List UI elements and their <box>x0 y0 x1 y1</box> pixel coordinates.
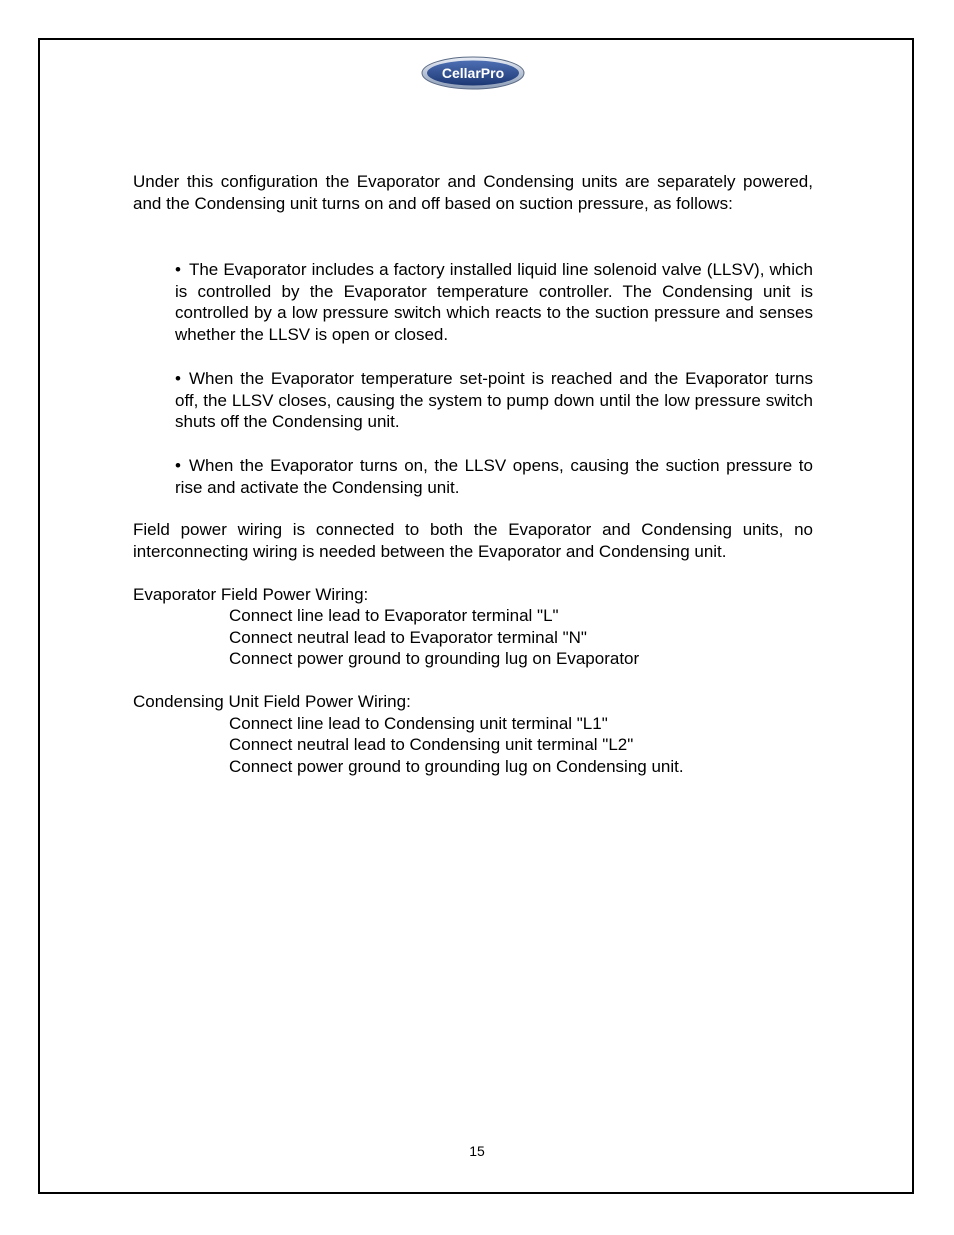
page-number: 15 <box>469 1143 485 1159</box>
condensing-step: Connect line lead to Condensing unit terminal "L1" <box>229 714 608 733</box>
bullet-icon: • <box>175 456 181 475</box>
bullet-text: When the Evaporator temperature set-point is reached and the Evaporator turns off, the LLSV closes, causing the system to pump down until the low pressure switch shuts off the Condensing unit. <box>175 369 813 432</box>
evaporator-step: Connect line lead to Evaporator terminal "L" <box>229 606 559 625</box>
intro-paragraph: Under this configuration the Evaporator and Condensing units are separately powered, and the Condensing unit turns on and off based on suction pressure, as follows: <box>133 172 813 213</box>
cellarpro-logo <box>421 56 525 90</box>
bullet-text: The Evaporator includes a factory installed liquid line solenoid valve (LLSV), which is controlled by the Evaporator temperature controller. The Condensing unit is controlled by a low pressure switch which reacts to the suction pressure and senses whether the LLSV is open or closed. <box>175 260 813 344</box>
bullet-item-3 <box>175 455 813 498</box>
condensing-step: Connect power ground to grounding lug on Condensing unit. <box>229 757 684 776</box>
bullet-text: When the Evaporator turns on, the LLSV opens, causing the suction pressure to rise and activate the Condensing unit. <box>175 456 813 497</box>
bullet-icon: • <box>175 260 181 279</box>
bullet-icon: • <box>175 369 181 388</box>
field-wiring-paragraph: Field power wiring is connected to both the Evaporator and Condensing units, no interconnecting wiring is needed between the Evaporator and Condensing unit. <box>133 520 813 561</box>
condensing-step: Connect neutral lead to Condensing unit terminal "L2" <box>229 735 634 754</box>
condensing-heading: Condensing Unit Field Power Wiring: <box>133 692 411 711</box>
bullet-item-2 <box>175 368 813 433</box>
evaporator-step: Connect neutral lead to Evaporator terminal "N" <box>229 628 587 647</box>
evaporator-step: Connect power ground to grounding lug on Evaporator <box>229 649 640 668</box>
evaporator-heading: Evaporator Field Power Wiring: <box>133 585 369 604</box>
logo-text: CellarPro <box>441 65 505 81</box>
bullet-item-1 <box>175 259 813 345</box>
